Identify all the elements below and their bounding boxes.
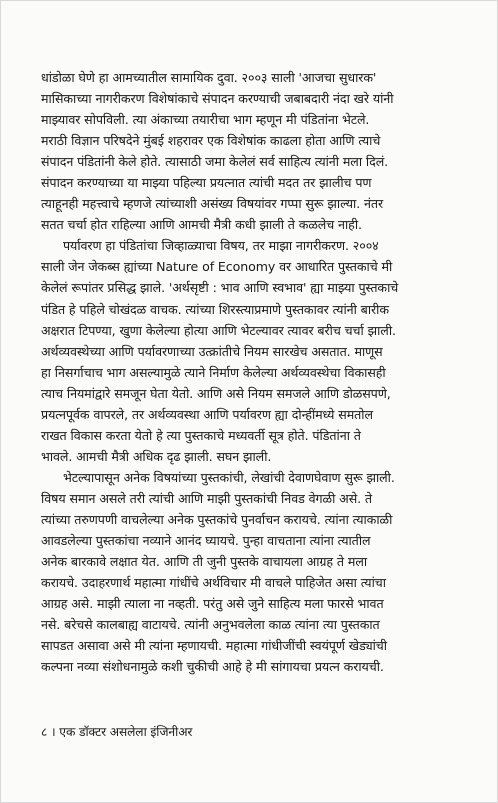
text-line: त्याहूनही महत्त्वाचे म्हणजे त्यांच्याशी असंख्य विषयांवर गप्पा सुरू झाल्या. नंतर — [41, 196, 384, 212]
text-line: साली जेन जेकब्स ह्यांच्या Nature of Economy वर आधारित पुस्तकाचे मी — [41, 259, 393, 275]
paragraph-3 — [41, 467, 466, 677]
body-text — [41, 67, 466, 677]
text-line: आग्रह असे. माझी त्याला ना नव्हती. परंतु असे जुने साहित्य मला फारसे भावत — [41, 596, 384, 612]
paragraph-1 — [41, 67, 466, 235]
text-line: संपादन करण्याच्या या माझ्या पहिल्या प्रयत्नात त्यांची मदत तर झालीच पण — [41, 175, 372, 191]
text-line: माझ्यावर सोपविली. त्या अंकाच्या तयारीचा भाग म्हणून मी पंडितांना भेटले. — [41, 112, 370, 128]
text-line: केलेलं रूपांतर प्रसिद्ध झाले. 'अर्थसृष्टी : भाव आणि स्वभाव' ह्या माझ्या पुस्तकाचे — [41, 280, 399, 296]
text-line: पंडित हे पहिले चोखंदळ वाचक. त्यांच्या शिरस्त्याप्रमाणे पुस्तकावर त्यांनी बारीक — [41, 301, 389, 317]
paragraph-2 — [41, 235, 466, 467]
text-line: भेटल्यापासून अनेक विषयांच्या पुस्तकांची, लेखांची देवाणघेवाण सुरू झाली. — [63, 469, 395, 485]
text-line: मराठी विज्ञान परिषदेने मुंबई शहरावर एक विशेषांक काढला होता आणि त्याचे — [41, 133, 381, 149]
text-line: प्रयत्नपूर्वक वापरले, तर अर्थव्यवस्था आणि पर्यावरण ह्या दोन्हींमध्ये समतोल — [41, 406, 373, 422]
text-line: करायचे. उदाहरणार्थ महात्मा गांधींचे अर्थविचार मी वाचले पाहिजेत असा त्यांचा — [41, 575, 386, 591]
text-line: विषय समान असले तरी त्यांची आणि माझी पुस्तकांची निवड वेगळी असे. ते — [41, 490, 372, 506]
text-line: अर्थव्यवस्थेच्या आणि पर्यावरणाच्या उत्क्रांतीचे नियम सारखेच असतात. माणूस — [41, 343, 383, 359]
text-line: मासिकाच्या नागरीकरण विशेषांकाचे संपादन करण्याची जबाबदारी नंदा खरे यांनी — [41, 91, 394, 107]
text-line: पर्यावरण हा पंडितांचा जिव्हाळ्याचा विषय, तर माझा नागरीकरण. २००४ — [63, 238, 379, 254]
text-line: राखत विकास करता येतो हे त्या पुस्तकाचे मध्यवर्ती सूत्र होते. पंडितांना ते — [41, 427, 361, 443]
text-line: त्याच नियमांद्वारे समजून घेता येतो. आणि असे नियम समजले आणि डोळसपणे, — [41, 385, 391, 401]
text-line: हा निसर्गाचाच भाग असल्यामुळे त्याने निर्माण केलेल्या अर्थव्यवस्थेचा विकासही — [41, 364, 386, 380]
text-line: संपादन पंडितांनी केले होते. त्यासाठी जमा केलेलं सर्व साहित्य त्यांनी मला दिलं. — [41, 154, 389, 170]
text-line: धांडोळा घेणे हा आमच्यातील सामायिक दुवा. २००३ साली 'आजचा सुधारक' — [41, 70, 377, 85]
text-line: नसे. बरेचसे कालबाह्य वाटायचे. त्यांनी अनुभवलेला काळ त्यांना त्या पुस्तकात — [41, 617, 380, 633]
text-line: भावले. आमची मैत्री अधिक दृढ झाली. सघन झाली. — [41, 448, 272, 464]
text-line: कल्पना नव्या संशोधनामुळे कशी चुकीची आहे हे मी सांगायचा प्रयत्न करायची. — [41, 659, 384, 675]
text-line: सापडत असावा असे मी त्यांना म्हणायची. महात्मा गांधीजींची स्वयंपूर्ण खेड्यांची — [41, 638, 387, 654]
text-line: सतत चर्चा होत राहिल्या आणि आमची मैत्री कधी झाली ते कळलेच नाही. — [41, 217, 362, 233]
text-line: त्यांच्या तरुणपणी वाचलेल्या अनेक पुस्तकांचे पुनर्वाचन करायचे. त्यांना त्याकाळी — [41, 511, 393, 527]
text-line: आवडलेल्या पुस्तकांचा नव्याने आनंद घ्यायचे. पुन्हा वाचताना त्यांना त्यातील — [41, 533, 371, 549]
text-line: अनेक बारकावे लक्षात येत. आणि ती जुनी पुस्तके वाचायला आग्रह ते मला — [41, 554, 368, 570]
page-footer: ८ । एक डॉक्टर असलेला इंजिनीअर — [41, 725, 193, 739]
text-line: अक्षरात टिपण्या, खुणा केलेल्या होत्या आणि भेटल्यावर त्यावर बरीच चर्चा झाली. — [41, 322, 396, 338]
